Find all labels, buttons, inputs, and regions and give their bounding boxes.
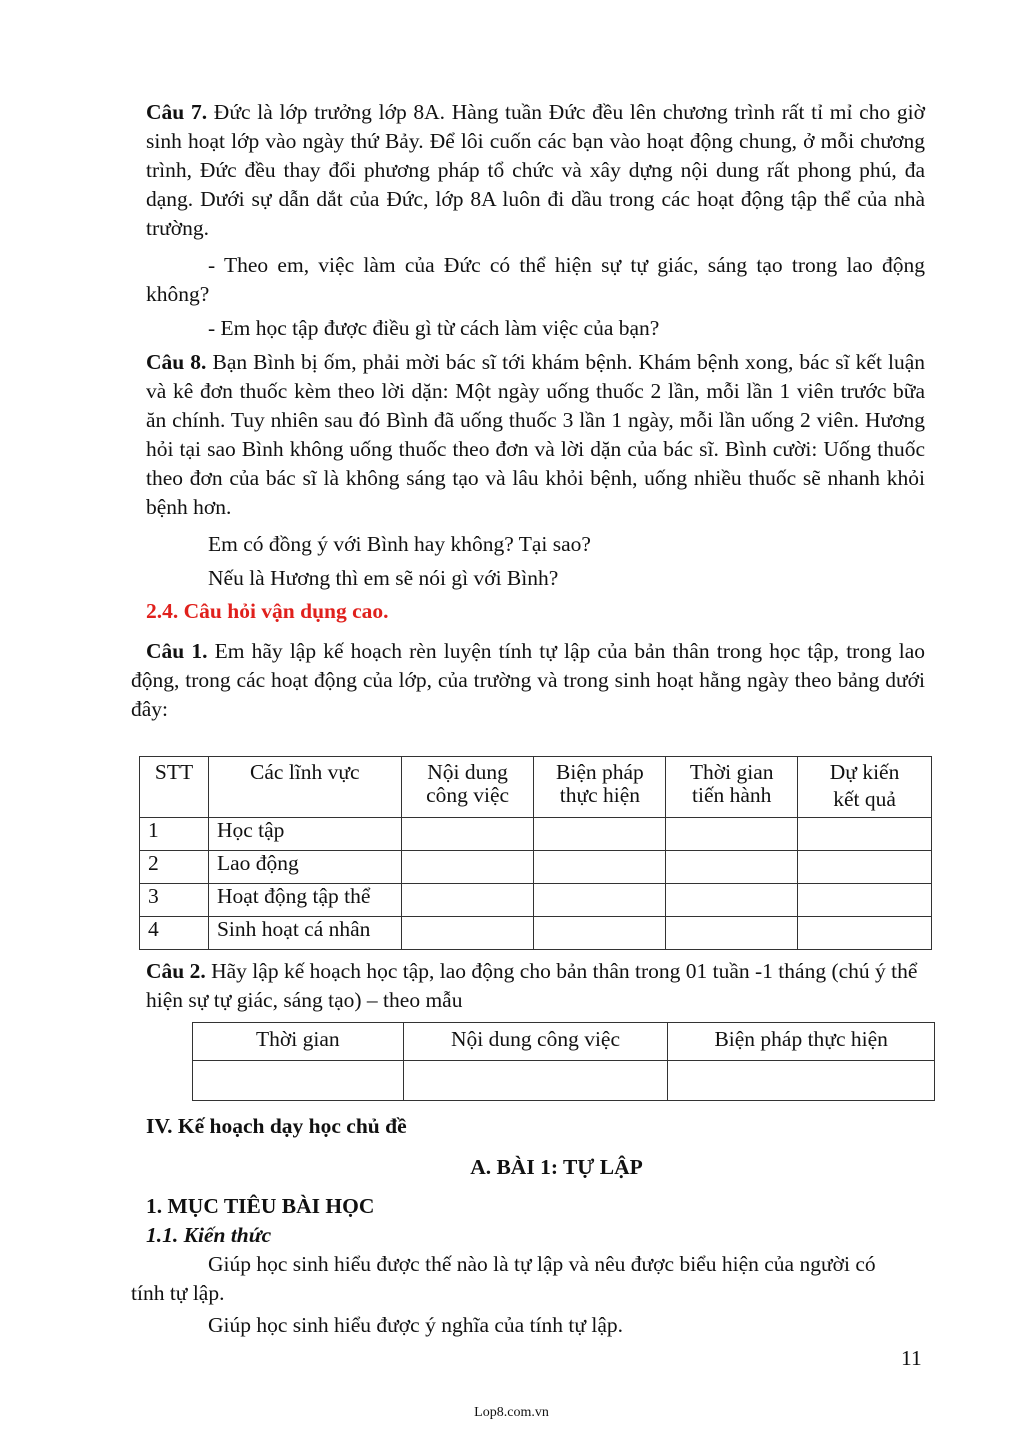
knowledge-heading: 1.1. Kiến thức [146, 1223, 272, 1247]
question-8-label: Câu 8. [146, 350, 207, 374]
table-row [140, 917, 932, 950]
row-stt: 1 [140, 818, 209, 851]
header-expected-result: Dự kiến kết quả [798, 757, 932, 818]
row-field: Học tập [208, 818, 401, 851]
advanced-question-2-label: Câu 2. [146, 959, 206, 983]
section-2-4-heading: 2.4. Câu hỏi vận dụng cao. [146, 599, 389, 623]
header-stt: STT [140, 757, 209, 818]
question-8 [146, 348, 925, 522]
table-header-row [193, 1023, 935, 1061]
header-work-content: Nội dung công việc [401, 757, 534, 818]
table-row [140, 884, 932, 917]
row-field: Sinh hoạt cá nhân [208, 917, 401, 950]
question-8-ask-1: Em có đồng ý với Bình hay không? Tại sao? [208, 532, 591, 556]
row-stt: 2 [140, 851, 209, 884]
advanced-question-2-text: Hãy lập kế hoạch học tập, lao động cho bản thân trong 01 tuần -1 tháng (chú ý thể hiện sự tự giác, sáng tạo) – theo mẫu [146, 959, 918, 1012]
section-iv-heading: IV. Kế hoạch dạy học chủ đề [146, 1114, 407, 1138]
question-8-text: Bạn Bình bị ốm, phải mời bác sĩ tới khám bệnh. Khám bệnh xong, bác sĩ kết luận và kê đơn thuốc kèm theo lời dặn: Một ngày uống thuốc 2 lần, mỗi lần 1 viên trước bữa ăn chính. Tuy nhiên sau đó Bình đã uống thuốc 3 lần 1 ngày, mỗi lần uống 2 viên. Hương hỏi tại sao Bình không uống thuốc theo đơn và lời dặn của bác sĩ. Bình cười: Uống thuốc theo đơn của bác sĩ là không sáng tạo và lâu khỏi bệnh, uống nhiều thuốc sẽ nhanh khỏi bệnh hơn. [146, 350, 926, 519]
row-field: Lao động [208, 851, 401, 884]
page-number: 11 [901, 1346, 922, 1370]
knowledge-item-2: Giúp học sinh hiểu được ý nghĩa của tính tự lập. [208, 1313, 624, 1337]
table-row [193, 1061, 935, 1101]
header-time: Thời gian tiến hành [666, 757, 798, 818]
advanced-question-1-label: Câu 1. [146, 639, 208, 663]
question-7-label: Câu 7. [146, 100, 208, 124]
header-measures: Biện pháp thực hiện [668, 1023, 935, 1061]
advanced-question-1 [131, 637, 925, 724]
advanced-question-1-text: Em hãy lập kế hoạch rèn luyện tính tự lập của bản thân trong học tập, trong lao động, trong các hoạt động của lớp, của trường và trong sinh hoạt hằng ngày theo bảng dưới đây: [131, 639, 925, 721]
header-field: Các lĩnh vực [208, 757, 401, 818]
table-header-row [140, 757, 932, 818]
objectives-heading: 1. MỤC TIÊU BÀI HỌC [146, 1194, 375, 1218]
advanced-question-2 [146, 957, 925, 1015]
lesson-title: A. BÀI 1: TỰ LẬP [470, 1155, 643, 1179]
row-field: Hoạt động tập thể [208, 884, 401, 917]
knowledge-item-1: Giúp học sinh hiểu được thế nào là tự lập và nêu được biểu hiện của người có tính tự lập. [131, 1252, 876, 1305]
header-time: Thời gian [193, 1023, 404, 1061]
header-work-content: Nội dung công việc [403, 1023, 668, 1061]
table-row [140, 818, 932, 851]
row-stt: 3 [140, 884, 209, 917]
row-stt: 4 [140, 917, 209, 950]
question-7-text: Đức là lớp trưởng lớp 8A. Hàng tuần Đức đều lên chương trình rất tỉ mỉ cho giờ sinh hoạt lớp vào ngày thứ Bảy. Để lôi cuốn các bạn vào hoạt động chung, ở mỗi chương trình, Đức đều thay đổi phương pháp tổ chức và xây dựng nội dung rất phong phú, đa dạng. Dưới sự dẫn dắt của Đức, lớp 8A luôn đi dầu trong các hoạt động tập thể của nhà trường. [146, 100, 926, 240]
header-measures: Biện pháp thực hiện [534, 757, 666, 818]
table-row [140, 851, 932, 884]
footer-site: Lop8.com.vn [474, 1405, 549, 1420]
question-8-ask-2: Nếu là Hương thì em sẽ nói gì với Bình? [208, 566, 559, 590]
question-7-ask-2: - Em học tập được điều gì từ cách làm việc của bạn? [208, 316, 660, 340]
self-reliance-plan-table [139, 756, 932, 950]
question-7 [146, 98, 925, 243]
question-7-ask-1: - Theo em, việc làm của Đức có thể hiện sự tự giác, sáng tạo trong lao động không? [146, 253, 925, 306]
study-plan-template-table [192, 1022, 935, 1101]
